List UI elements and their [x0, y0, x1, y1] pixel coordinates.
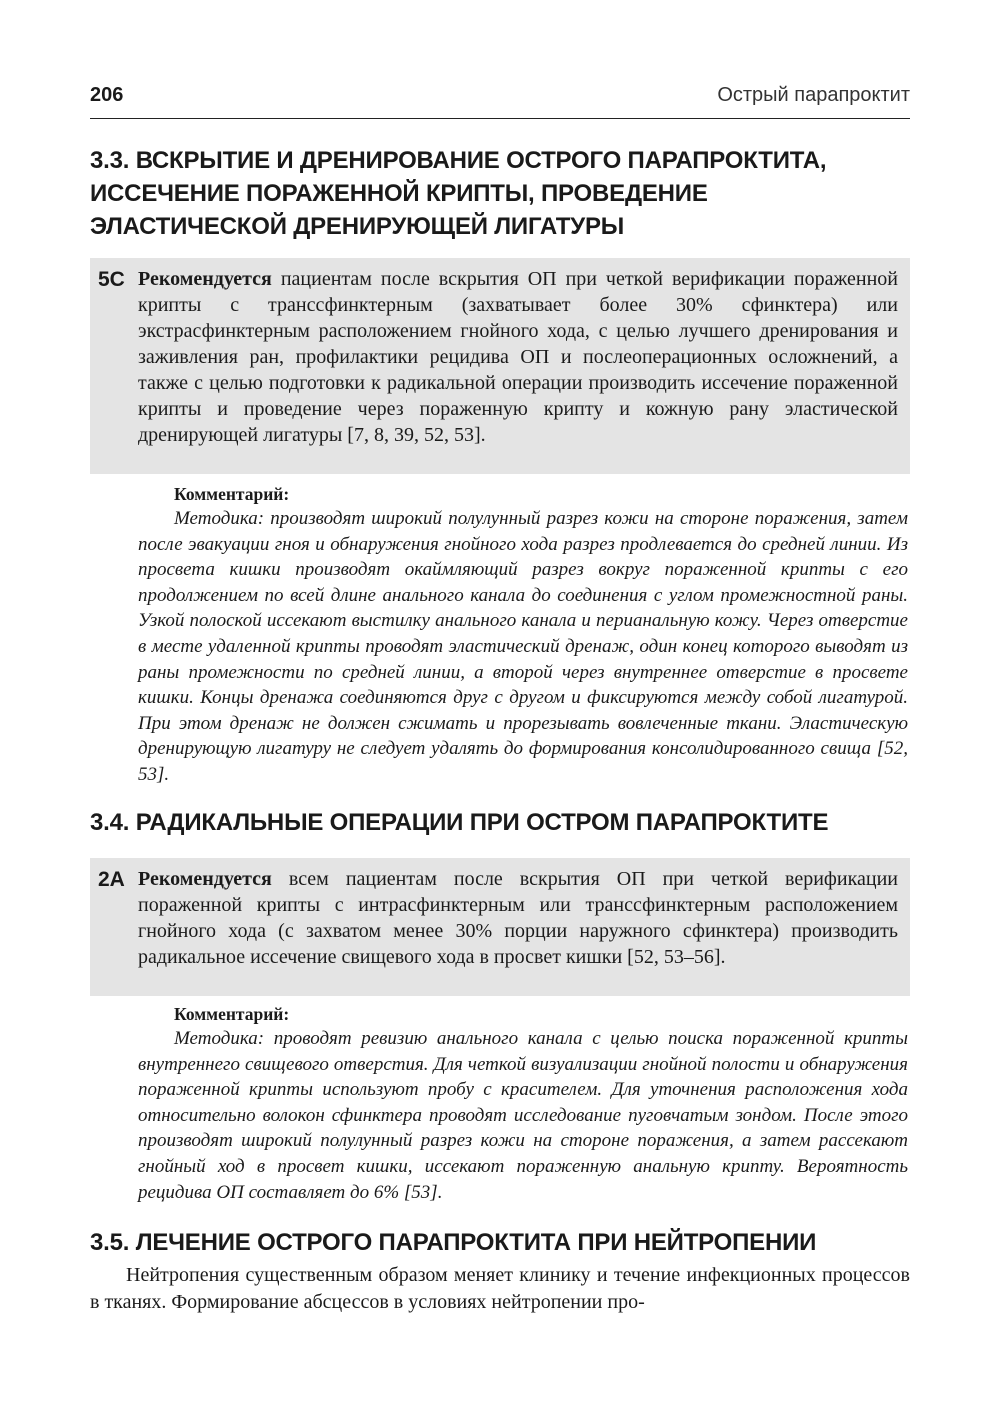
section-heading-3-3: 3.3. ВСКРЫТИЕ И ДРЕНИРОВАНИЕ ОСТРОГО ПАРАПРОКТИТА, ИССЕЧЕНИЕ ПОРАЖЕННОЙ КРИПТЫ, ПРОВЕДЕНИЕ ЭЛАСТИЧЕСКОЙ ДРЕНИРУЮЩЕЙ ЛИГАТУРЫ: [90, 147, 827, 240]
recommendation-lead: Рекомендуется: [138, 868, 272, 890]
recommendation-box-3-4: [90, 858, 910, 996]
comment-label: Комментарий:: [174, 484, 290, 504]
comment-text: Методика: проводят ревизию анального канала с целью поиска пораженной крипты внутреннего свищевого отверстия. Для четкой визуализации гнойной полости и обнаружения пораженной крипты используют пробу с красителем. Для уточнения расположения хода относительно волокон сфинктера проводят исследование пуговчатым зондом. После этого производят широкий полулунный разрез кожи на стороне поражения, а затем рассекают гнойный ход в просвет кишки, иссекают пораженную анальную крипту. Вероятность рецидива ОП составляет до 6% [53].: [138, 1028, 908, 1203]
body-paragraph: Нейтропения существенным образом меняет клинику и течение инфекционных процессов в тканях. Формирование абсцессов в условиях нейтропении про-: [90, 1264, 910, 1313]
recommendation-body: пациентам после вскрытия ОП при четкой верификации пораженной крипты с транссфинктерным (захватывает более 30% сфинктера) или экстрасфинктерным расположением гнойного хода, с целью лучшего дренирования и заживления ран, профилактики рецидива ОП и послеоперационных осложнений, а также с целью подготовки к радикальной операции производить иссечение пораженной крипты и проведение через пораженную крипту и кожную рану эластической дренирующей лигатуры [7, 8, 39, 52, 53].: [138, 268, 898, 446]
recommendation-box-3-3: [90, 258, 910, 474]
comment-text: Методика: производят широкий полулунный разрез кожи на стороне поражения, затем после эвакуации гноя и обнаружения гнойного хода разрез продлевается до средней линии. Из просвета кишки производят окаймляющий разрез вокруг пораженной крипты с его продолжением по всей длине анального канала до соединения с углом промежностной раны. Узкой полоской иссекают выстилку анального канала и перианальную кожу. Через отверстие в месте удаленной крипты проводят эластический дренаж, один конец которого выводят из раны промежности по средней линии, а второй через внутреннее отверстие в просвете кишки. Концы дренажа соединяются друг с другом и фиксируются между собой лигатурой. При этом дренаж не должен сжимать и прорезывать вовлеченные ткани. Эластическую дренирующую лигатуру не следует удалять до формирования консолидированного свища [52, 53].: [138, 508, 908, 785]
recommendation-lead: Рекомендуется: [138, 268, 272, 290]
recommendation-body: всем пациентам после вскрытия ОП при четкой верификации пораженной крипты с интрасфинктерным или транссфинктерным расположением гнойного хода (с захватом менее 30% порции наружного сфинктера) производить радикальное иссечение свищевого хода в просвет кишки [52, 53–56].: [138, 868, 898, 968]
page-header: [90, 82, 910, 119]
evidence-grade: 2A: [98, 868, 125, 891]
section-heading-3-5: 3.5. ЛЕЧЕНИЕ ОСТРОГО ПАРАПРОКТИТА ПРИ НЕЙТРОПЕНИИ: [90, 1229, 817, 1256]
comment-label: Комментарий:: [174, 1004, 290, 1024]
section-heading-3-4: 3.4. РАДИКАЛЬНЫЕ ОПЕРАЦИИ ПРИ ОСТРОМ ПАРАПРОКТИТЕ: [90, 809, 829, 836]
running-title: Острый парапроктит: [717, 84, 910, 106]
recommendation-text: [138, 266, 898, 448]
page-number: 206: [90, 84, 124, 106]
recommendation-text: [138, 866, 898, 970]
evidence-grade: 5C: [98, 268, 125, 291]
